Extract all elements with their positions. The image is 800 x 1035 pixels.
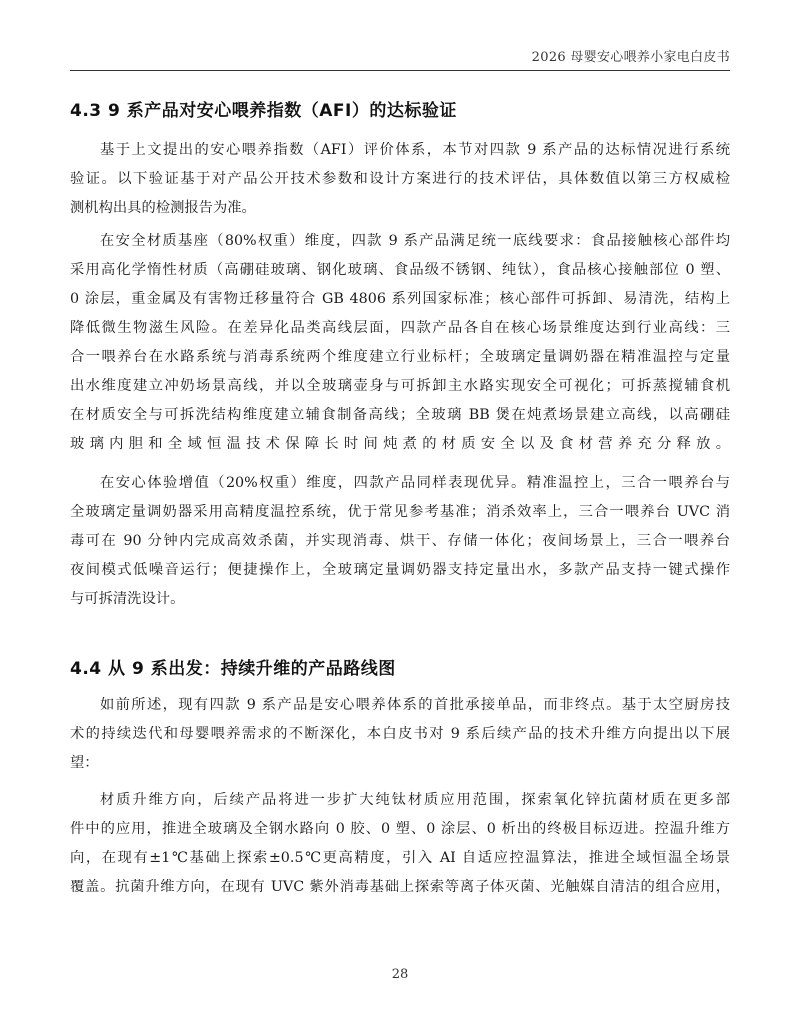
section-4-4-paragraph-1: [70, 691, 730, 778]
text-line: 件中的应用，推进全玻璃及全钢水路向 0 胶、0 塑、0 涂层、0 析出的终极目标迈进。控温升维方: [70, 821, 730, 837]
text-line: 材质升维方向，后续产品将进一步扩大纯钛材质应用范围，探索氧化锌抗菌材质在更多部: [100, 792, 730, 808]
section-4-4-paragraph-2: [70, 786, 730, 902]
header-title: 2026 母婴安心喂养小家电白皮书: [531, 50, 730, 65]
section-title-4-3: 4.3 9 系产品对安心喂养指数（AFI）的达标验证: [70, 101, 457, 121]
text-line: 全玻璃定量调奶器采用高精度温控系统，优于常见参考基准；消杀效率上，三合一喂养台 UVC 消: [70, 504, 730, 520]
text-line: 术的持续迭代和母婴喂养需求的不断深化，本白皮书对 9 系后续产品的技术升维方向提出以下展: [70, 726, 730, 742]
section-4-3-paragraph-3: [70, 469, 730, 614]
section-4-3-paragraph-2: [70, 227, 730, 488]
text-line: 降低微生物滋生风险。在差异化品类高线层面，四款产品各自在核心场景维度达到行业高线：三: [70, 320, 730, 336]
text-line: 出水维度建立冲奶场景高线，并以全玻璃壶身与可拆卸主水路实现安全可视化；可拆蒸搅辅食机: [70, 378, 730, 394]
text-line: 0 涂层，重金属及有害物迁移量符合 GB 4806 系列国家标准；核心部件可拆卸、易清洗，结构上: [70, 291, 730, 307]
text-line: 采用高化学惰性材质（高硼硅玻璃、钢化玻璃、食品级不锈钢、纯钛），食品核心接触部位 0 塑、: [70, 262, 730, 278]
text-line: 毒可在 90 分钟内完成高效杀菌，并实现消毒、烘干、存储一体化；夜间场景上，三合一喂养台: [70, 533, 730, 549]
text-line: 在材质安全与可拆洗结构维度建立辅食制备高线；全玻璃 BB 煲在炖煮场景建立高线，以高硼硅: [70, 407, 730, 423]
text-line: 合一喂养台在水路系统与消毒系统两个维度建立行业标杆；全玻璃定量调奶器在精准温控与定量: [70, 349, 730, 365]
page-number: 28: [391, 967, 409, 982]
page-header: [70, 40, 730, 71]
text-line: 与可拆清洗设计。: [70, 591, 185, 607]
text-line: 望：: [70, 755, 99, 771]
text-line: 向，在现有±1℃基础上探索±0.5℃更高精度，引入 AI 自适应控温算法，推进全域恒温全场景: [70, 850, 730, 866]
section-4-3-paragraph-1: [70, 136, 730, 223]
text-line: 在安全材质基座（80%权重）维度，四款 9 系产品满足统一底线要求：食品接触核心部件均: [100, 233, 730, 249]
text-line: 玻璃内胆和全域恒温技术保障长时间炖煮的材质安全以及食材营养充分释放。: [70, 436, 730, 452]
text-line: 测机构出具的检测报告为准。: [70, 200, 256, 216]
text-line: 如前所述，现有四款 9 系产品是安心喂养体系的首批承接单品，而非终点。基于太空厨房技: [100, 697, 730, 713]
text-line: 验证。以下验证基于对产品公开技术参数和设计方案进行的技术评估，具体数值以第三方权威检: [70, 171, 730, 187]
text-line: 基于上文提出的安心喂养指数（AFI）评价体系，本节对四款 9 系产品的达标情况进行系统: [100, 142, 730, 158]
text-line: 覆盖。抗菌升维方向，在现有 UVC 紫外消毒基础上探索等离子体灭菌、光触媒自清洁的组合应用，: [70, 879, 730, 895]
text-line: 夜间模式低噪音运行；便捷操作上，全玻璃定量调奶器支持定量出水，多款产品支持一键式操作: [70, 562, 730, 578]
section-title-4-4: 4.4 从 9 系出发：持续升维的产品路线图: [70, 659, 396, 679]
text-line: 在安心体验增值（20%权重）维度，四款产品同样表现优异。精准温控上，三合一喂养台与: [100, 475, 730, 491]
